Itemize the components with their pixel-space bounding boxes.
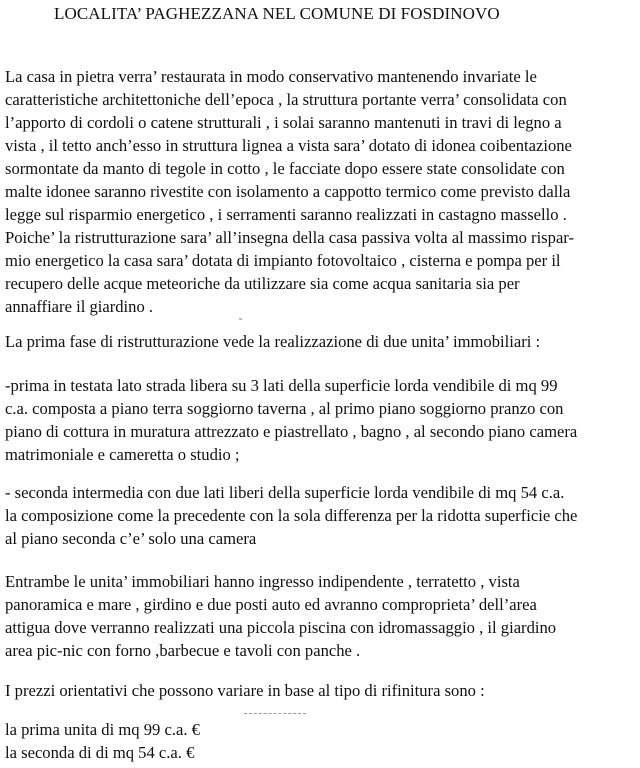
paragraph-3-line-1: -prima in testata lato strada libera su 3 lati della superficie lorda vendibile di mq 99 (5, 376, 558, 395)
paragraph-5-line-3: attigua dove verranno realizzati una piccola piscina con idromassaggio , il giardino (5, 618, 557, 637)
paragraph-1-line-9: mio energetico la casa sara’ dotata di impianto fotovoltaico , cisterna e pompa per il (5, 251, 561, 270)
paragraph-1-line-11: annaffiare il giardino . (5, 297, 154, 316)
paragraph-4-line-2: la composizione come la precedente con la sola differenza per la ridotta superficie che (5, 506, 578, 525)
paragraph-4-line-1: - seconda intermedia con due lati liberi della superficie lorda vendibile di mq 54 c.a. (5, 483, 565, 502)
paragraph-1-line-2: caratteristiche architettoniche dell’epoca , la struttura portante verra’ consolidata con (5, 90, 567, 109)
paragraph-1-line-7: legge sul risparmio energetico , i serramenti saranno realizzati in castagno massello . (5, 205, 567, 224)
paragraph-6-line-1: I prezzi orientativi che possono variare in base al tipo di rifinitura sono : (5, 681, 485, 700)
paragraph-3-line-4: matrimoniale e cameretta o studio ; (5, 445, 240, 464)
paragraph-1-line-1: La casa in pietra verra’ restaurata in modo conservativo mantenendo invariate le (5, 67, 537, 86)
paragraph-1-line-5: sormontate da manto di tegole in cotto , le facciate dopo essere state consolidate con (5, 159, 565, 178)
paragraph-2-line-1: La prima fase di ristrutturazione vede la realizzazione di due unita’ immobiliari : (5, 332, 541, 351)
paragraph-1-line-3: l’apporto di cordoli o catene strutturali , i solai saranno mantenuti in travi di legno a (5, 113, 562, 132)
paragraph-3-line-3: piano di cottura in muratura attrezzato e piastrellato , bagno , al secondo piano camera (5, 422, 578, 441)
paragraph-5-line-2: panoramica e mare , girdino e due posti auto ed avranno comproprieta’ dell’area (5, 595, 537, 614)
paragraph-4-line-3: al piano seconda c’e’ solo una camera (5, 529, 257, 548)
paragraph-5-line-1: Entrambe le unita’ immobiliari hanno ingresso indipendente , terratetto , vista (5, 572, 520, 591)
paragraph-3-line-2: c.a. composta a piano terra soggiorno taverna , al primo piano soggiorno pranzo con (5, 399, 564, 418)
paragraph-1-line-6: malte idonee saranno rivestite con isolamento a cappotto termico come previsto dalla (5, 182, 571, 201)
paragraph-1-line-4: vista , il tetto anch’esso in struttura lignea a vista sara’ dotato di idonea coibentazione (5, 136, 572, 155)
scan-speck (239, 318, 242, 320)
dashed-rule (244, 713, 306, 714)
paragraph-1-line-8: Poiche’ la ristrutturazione sara’ all’insegna della casa passiva volta al massimo rispar- (5, 228, 575, 247)
price-line-first-unit: la prima unita di mq 99 c.a. € (5, 720, 200, 739)
page-title: LOCALITA’ PAGHEZZANA NEL COMUNE DI FOSDINOVO (54, 4, 500, 23)
paragraph-1-line-10: recupero delle acque meteoriche da utilizzare sia come acqua sanitaria sia per (5, 274, 520, 293)
paragraph-5-line-4: area pic-nic con forno ,barbecue e tavoli con panche . (5, 641, 361, 660)
price-line-second-unit: la seconda di di mq 54 c.a. € (5, 743, 195, 762)
